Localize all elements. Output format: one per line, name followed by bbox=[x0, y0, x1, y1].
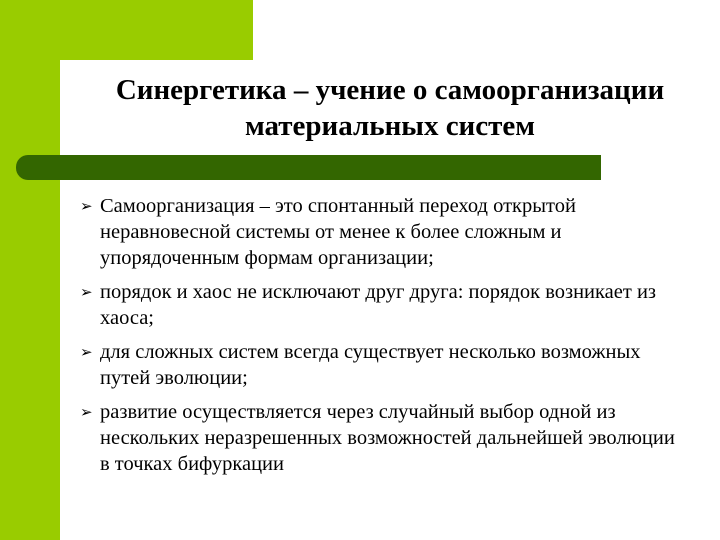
arrowhead-bullet-icon: ➢ bbox=[80, 343, 93, 361]
title-term: Синергетика bbox=[115, 74, 287, 106]
bullet-text: Самоорганизация – это спонтанный переход открытой неравновесной системы от менее к более сложным и упорядоченным формам организации; bbox=[100, 195, 576, 269]
arrowhead-bullet-icon: ➢ bbox=[80, 283, 93, 301]
bullet-text: развитие осуществляется через случайный выбор одной из нескольких неразрешенных возможностей дальнейшей эволюции в точках бифуркации bbox=[100, 401, 675, 475]
bullet-item bbox=[78, 279, 678, 331]
slide-title bbox=[60, 72, 720, 144]
title-divider-bar bbox=[16, 155, 601, 180]
title-line-2: материальных систем bbox=[244, 110, 536, 142]
arrowhead-bullet-icon: ➢ bbox=[80, 403, 93, 421]
accent-bar-left bbox=[0, 0, 60, 540]
bullet-item bbox=[78, 339, 678, 391]
bullet-list bbox=[78, 193, 678, 485]
bullet-item bbox=[78, 399, 678, 477]
arrowhead-bullet-icon: ➢ bbox=[80, 197, 93, 215]
bullet-text: для сложных систем всегда существует несколько возможных путей эволюции; bbox=[100, 341, 641, 389]
bullet-item bbox=[78, 193, 678, 271]
bullet-text: порядок и хаос не исключают друг друга: порядок возникает из хаоса; bbox=[100, 281, 657, 329]
title-definition: – учение о самоорганизации bbox=[286, 74, 665, 106]
